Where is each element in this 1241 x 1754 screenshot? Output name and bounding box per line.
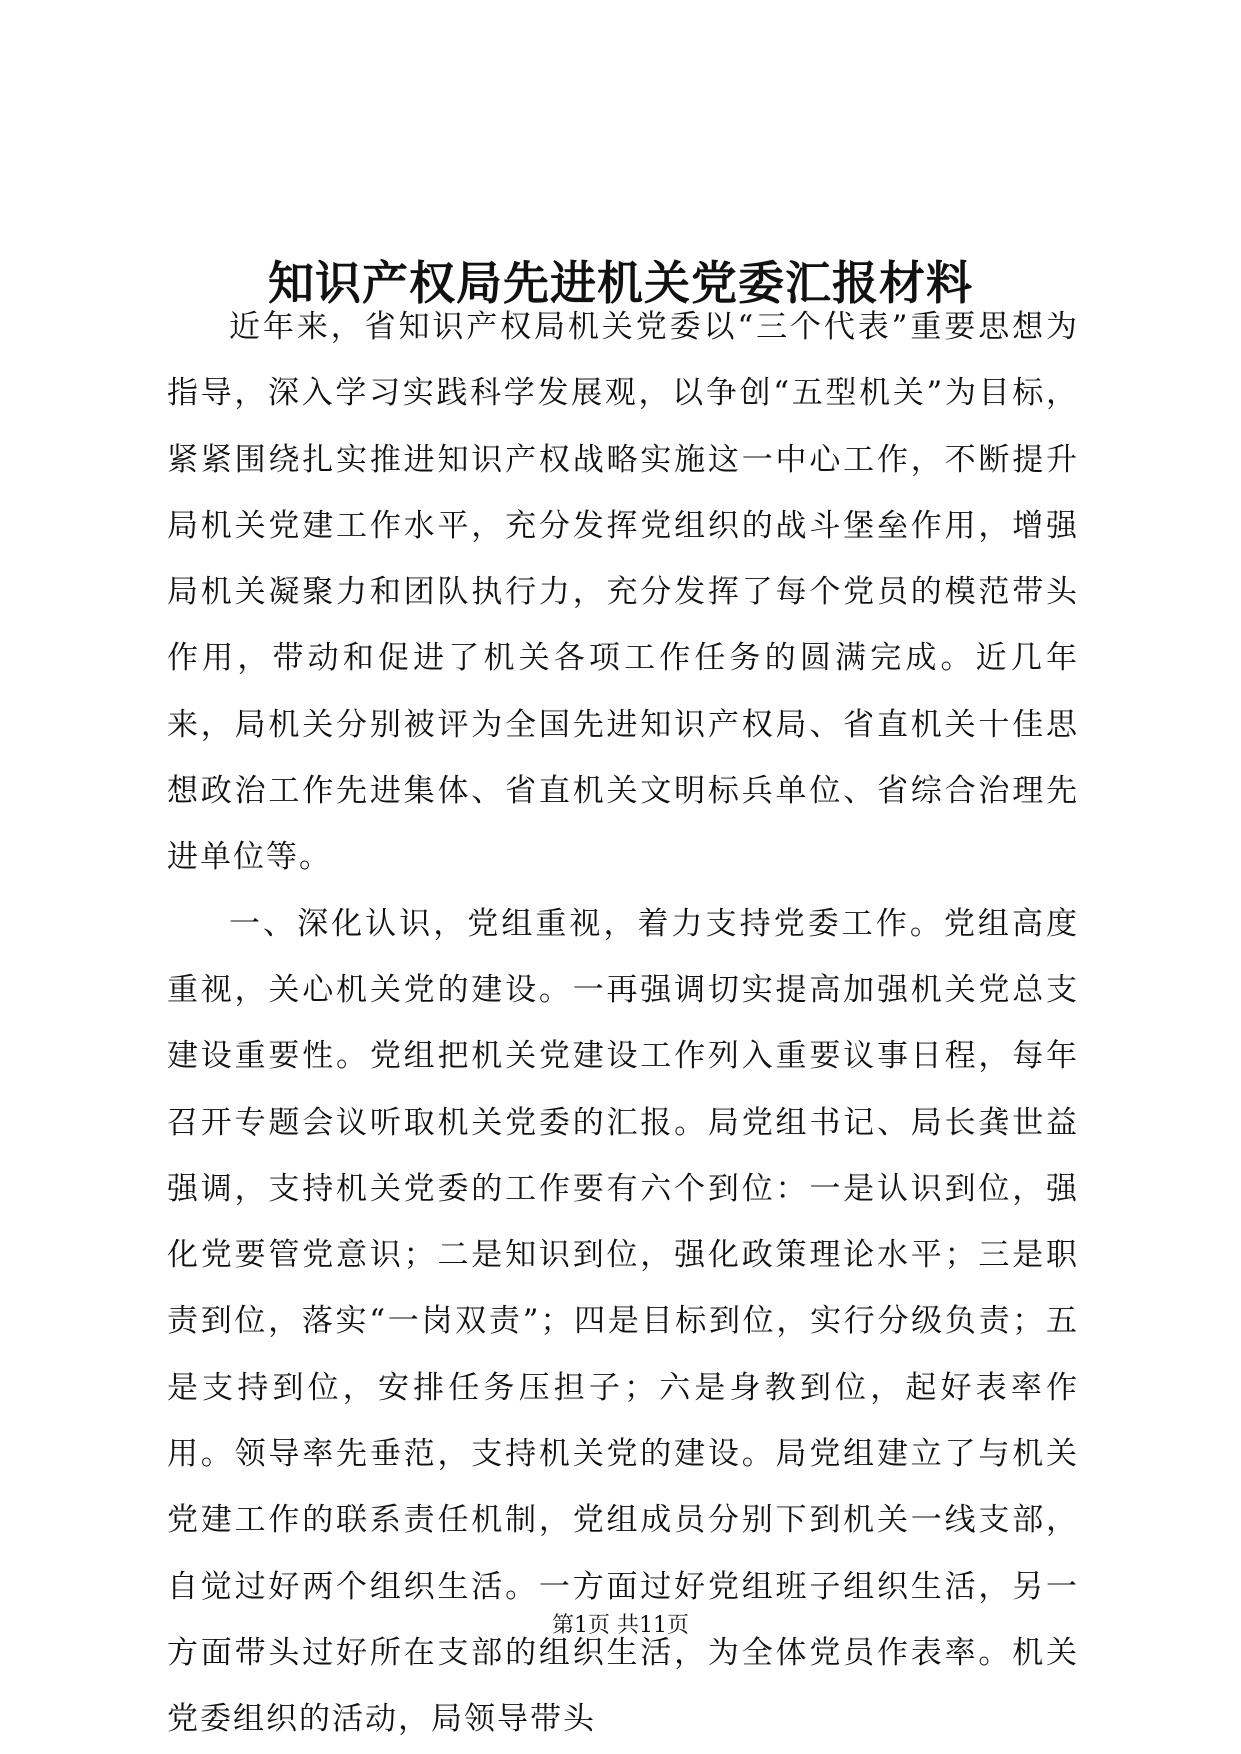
footer-page-suffix: 页 bbox=[667, 1613, 690, 1638]
page-footer bbox=[0, 1611, 1241, 1641]
paragraph-section-1: 一、深化认识，党组重视，着力支持党委工作。党组高度重视，关心机关党的建设。一再强调切实提高加强机关党总支建设重要性。党组把机关党建设工作列入重要议事日程，每年召开专题会议听取机关党委的汇报。局党组书记、局长龚世益强调，支持机关党委的工作要有六个到位：一是认识到位，强化党要管党意识；二是知识到位，强化政策理论水平；三是职责到位，落实“一岗双责”；四是目标到位，实行分级负责；五是支持到位，安排任务压担子；六是身教到位，起好表率作用。领导率先垂范，支持机关党的建设。局党组建立了与机关党建工作的联系责任机制，党组成员分别下到机关一线支部，自觉过好两个组织生活。一方面过好党组班子组织生活，另一方面带头过好所在支部的组织生活，为全体党员作表率。机关党委组织的活动，局领导带头 bbox=[167, 905, 1079, 1738]
document-body bbox=[167, 294, 1079, 1753]
footer-page-mid: 页 共 bbox=[588, 1613, 639, 1638]
paragraph-intro: 近年来，省知识产权局机关党委以“三个代表”重要思想为指导，深入学习实践科学发展观，以争创“五型机关”为目标，紧紧围绕扎实推进知识产权战略实施这一中心工作，不断提升局机关党建工作水平，充分发挥党组织的战斗堡垒作用，增强局机关凝聚力和团队执行力，充分发挥了每个党员的模范带头作用，带动和促进了机关各项工作任务的圆满完成。近几年来，局机关分别被评为全国先进知识产权局、省直机关十佳思想政治工作先进集体、省直机关文明标兵单位、省综合治理先进单位等。 bbox=[167, 309, 1079, 876]
footer-current-page: 1 bbox=[574, 1613, 588, 1638]
footer-total-pages: 11 bbox=[639, 1613, 667, 1638]
footer-page-prefix: 第 bbox=[551, 1613, 574, 1638]
document-title: 知识产权局先进机关党委汇报材料 bbox=[268, 255, 973, 310]
